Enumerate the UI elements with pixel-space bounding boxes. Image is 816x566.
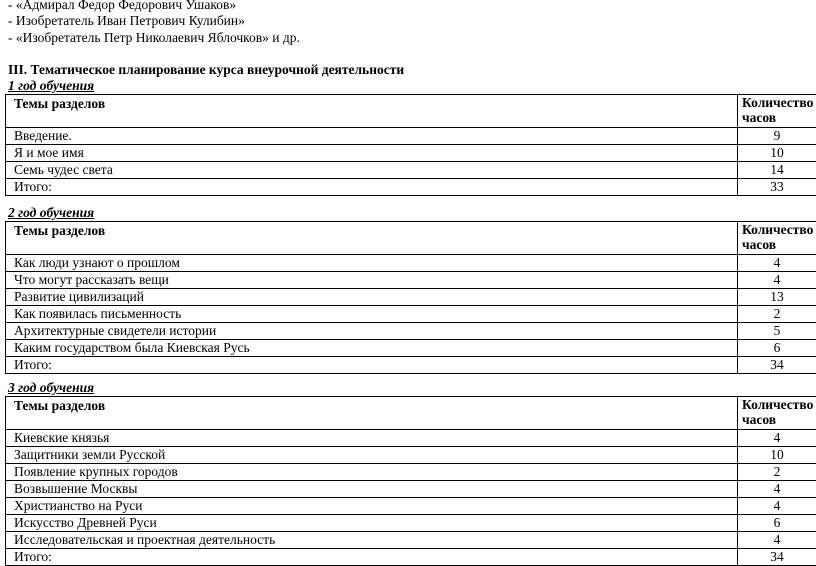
topic-cell: Архитектурные свидетели истории (6, 323, 738, 340)
table-header-row (6, 222, 816, 255)
planning-table-year-2 (5, 221, 816, 374)
hours-cell: 34 (738, 357, 816, 374)
hours-cell: 33 (738, 179, 816, 196)
column-header-topics: Темы разделов (6, 222, 738, 255)
hours-cell: 2 (738, 306, 816, 323)
table-header-row (6, 95, 816, 128)
hours-cell: 4 (738, 430, 816, 447)
table-header-row (6, 397, 816, 430)
topic-cell: Искусство Древней Руси (6, 515, 738, 532)
table-row (6, 162, 816, 179)
topic-cell: Семь чудес света (6, 162, 738, 179)
table-row (6, 464, 816, 481)
table-row (6, 145, 816, 162)
hours-cell: 10 (738, 145, 816, 162)
table-row (6, 128, 816, 145)
table-row (6, 289, 816, 306)
hours-cell: 13 (738, 289, 816, 306)
planning-table-year-1 (5, 94, 816, 196)
hours-cell: 10 (738, 447, 816, 464)
topic-cell: Итого: (6, 549, 738, 566)
hours-cell: 4 (738, 481, 816, 498)
intro-line: - Изобретатель Иван Петрович Кулибин» (8, 13, 245, 29)
hours-cell: 4 (738, 498, 816, 515)
column-header-topics: Темы разделов (6, 397, 738, 430)
topic-cell: Я и мое имя (6, 145, 738, 162)
topic-cell: Возвышение Москвы (6, 481, 738, 498)
hours-cell: 6 (738, 515, 816, 532)
column-header-hours: Количество часов (738, 95, 816, 128)
table-row (6, 255, 816, 272)
topic-cell: Каким государством была Киевская Русь (6, 340, 738, 357)
topic-cell: Развитие цивилизаций (6, 289, 738, 306)
topic-cell: Итого: (6, 179, 738, 196)
topic-cell: Исследовательская и проектная деятельность (6, 532, 738, 549)
table-row (6, 272, 816, 289)
topic-cell: Как люди узнают о прошлом (6, 255, 738, 272)
hours-cell: 6 (738, 340, 816, 357)
table-row (6, 549, 816, 566)
table-row (6, 306, 816, 323)
topic-cell: Христианство на Руси (6, 498, 738, 515)
topic-cell: Введение. (6, 128, 738, 145)
hours-cell: 4 (738, 255, 816, 272)
hours-cell: 9 (738, 128, 816, 145)
intro-line: - «Адмирал Федор Федорович Ушаков» (8, 0, 236, 13)
year-title: 3 год обучения (8, 380, 94, 396)
topic-cell: Что могут рассказать вещи (6, 272, 738, 289)
hours-cell: 14 (738, 162, 816, 179)
planning-table-year-3 (5, 396, 816, 566)
topic-cell: Киевские князья (6, 430, 738, 447)
topic-cell: Как появилась письменность (6, 306, 738, 323)
topic-cell: Защитники земли Русской (6, 447, 738, 464)
table-row (6, 179, 816, 196)
column-header-topics: Темы разделов (6, 95, 738, 128)
topic-cell: Итого: (6, 357, 738, 374)
column-header-hours: Количество часов (738, 222, 816, 255)
year-title: 1 год обучения (8, 78, 94, 94)
table-row (6, 357, 816, 374)
hours-cell: 2 (738, 464, 816, 481)
table-row (6, 481, 816, 498)
year-title: 2 год обучения (8, 205, 94, 221)
hours-cell: 4 (738, 272, 816, 289)
topic-cell: Появление крупных городов (6, 464, 738, 481)
hours-cell: 5 (738, 323, 816, 340)
table-row (6, 447, 816, 464)
table-row (6, 323, 816, 340)
section-heading: III. Тематическое планирование курса внеурочной деятельности (8, 62, 404, 78)
table-row (6, 532, 816, 549)
table-row (6, 498, 816, 515)
hours-cell: 4 (738, 532, 816, 549)
table-row (6, 430, 816, 447)
table-row (6, 515, 816, 532)
column-header-hours: Количество часов (738, 397, 816, 430)
intro-line: - «Изобретатель Петр Николаевич Яблочков» и др. (8, 30, 300, 46)
table-row (6, 340, 816, 357)
hours-cell: 34 (738, 549, 816, 566)
